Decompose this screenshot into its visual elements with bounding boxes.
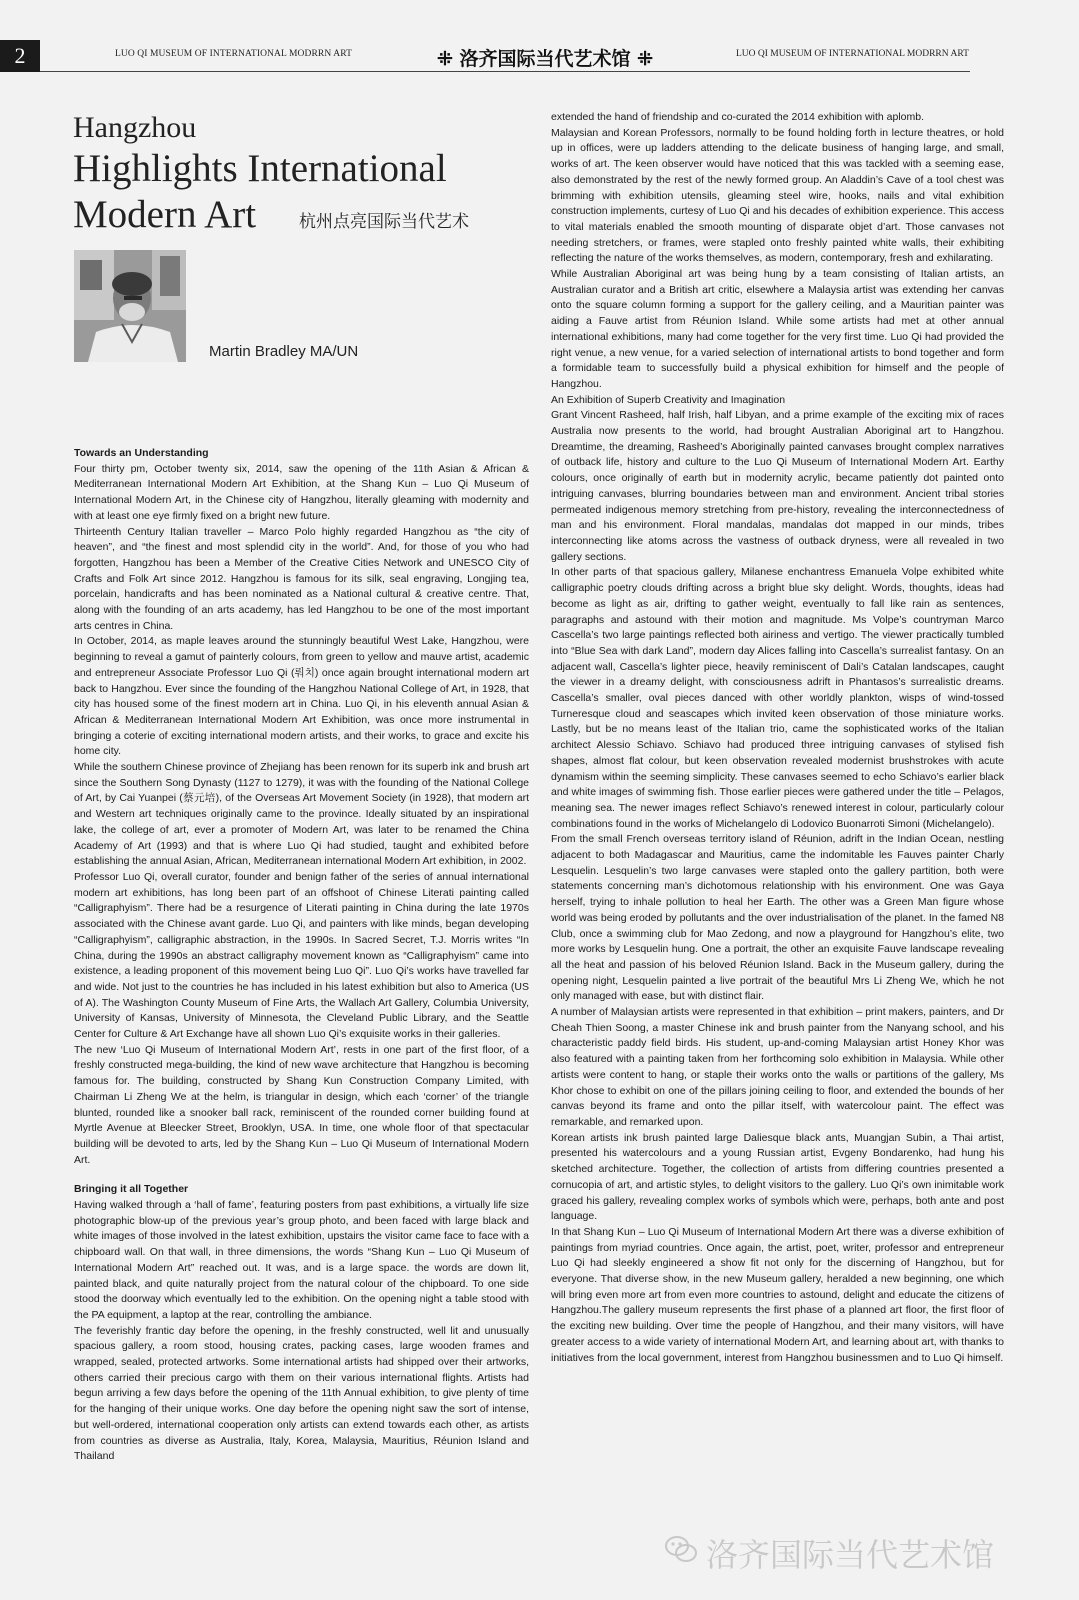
- paragraph: Having walked through a ‘hall of fame’, featuring posters from past exhibitions, a virtually life size photographic blow-up of the previous year’s group photo, and been faced with large black and white images of those involved in the latest exhibition, upstairs the visitor came face to face with a chipboard wall. On that wall, in three dimensions, the words “Shang Kun – Luo Qi Museum of International Modern Art” reached out. It was, and is a large space. the words are down lit, painted black, and quite naturally project from the natural colour of the chipboard. To one side stood the doorway which eventually led to the exhibition. On the opening night a table stood with the PA equipment, a laptop at the rear, controlling the ambiance.: [74, 1199, 529, 1321]
- paragraph: Grant Vincent Rasheed, half Irish, half Libyan, and a prime example of the exciting mix of races Australia now presents to the world, had brought Australian Aboriginal art to Hangzhou. Dreamtime, the dreaming, Rasheed’s Aboriginally painted canvases brought complex narratives of outback life, history and culture to the Luo Qi Museum of International Modern Art. Earthy colours, once originally of earth but in modernity acrylic, became patiently dot painted onto intriguing canvases, blurring boundaries between man and environment. Ancient tribal stories permeated indigenous memory stretching from pre-history, revealing the interconnectedness of man and his environment. Floral mandalas, mandalas dot mapped in our minds, tribes interconnecting like atoms across the vastness of outback dryness, were all revealed in two gallery sections.: [551, 409, 1004, 563]
- header-right-text: LUO QI MUSEUM OF INTERNATIONAL MODRRN ART: [736, 49, 969, 59]
- watermark-text: 洛齐国际当代艺术馆: [706, 1536, 995, 1574]
- article-title-chinese: 杭州点亮国际当代艺术: [299, 212, 469, 232]
- author-portrait-image: [74, 250, 186, 362]
- paragraph: While Australian Aboriginal art was being hung by a team consisting of Italian artists, an Australian curator and a British art critic, elsewhere a Malaysia artist was extending her canvas onto the square column forming a support for the gallery ceiling, and a Mauritian painter was aiding a Fauve artist from Réunion Island. While some artists had met at other annual international exhibitions, many had come together for the very first time. Luo Qi had provided the right venue, a new venue, for a varied selection of international artists to bond together and form a formidable team to successfully build a physical exhibition for himself and the people of Hangzhou.: [551, 268, 1004, 390]
- section-heading: Towards an Understanding: [74, 447, 209, 459]
- paragraph: Malaysian and Korean Professors, normally to be found holding forth in lecture theatres, or hold up in offices, were up ladders attending to the delicate business of hanging large, and small, works of art. The keen observer would have noticed that this was tackled with a seeming ease, also demonstrated by the rest of the newly formed group. An Aladdin’s Cave of a tool chest was brimming with exhibition utensils, gleaming steel wire, hooks, nails and vital exhibition construction implements, curtesy of Luo Qi and his decades of exhibition experience. This access to vital materials enabled the smooth mounting of disparate objet d’art. Those canvases not needing stretchers, or frames, were stapled onto freshly painted white walls, their exhibiting reflecting the nature of the works themselves, as modern, contemporary, fresh and exhilarating.: [551, 126, 1004, 265]
- paragraph: Korean artists ink brush painted large Daliesque black ants, Muangjan Subin, a Thai artist, presented his watercolours and a young Russian artist, Evgeny Bondarenko, had hung his sketched architecture. Together, the collection of artists from differing countries presented a cornucopia of art, and artistic styles, to delight visitors to the gallery. Luo Qi’s own inimitable work graced his gallery, revealing complex works of symbols which were, perhaps, both ante and post language.: [551, 1131, 1004, 1223]
- page-number: 2: [0, 40, 40, 72]
- paragraph: In that Shang Kun – Luo Qi Museum of International Modern Art there was a diverse exhibition of paintings from myriad countries. Once again, the artist, poet, writer, professor and entrepreneur Luo Qi had sleekly engineered a show fit not only for the discerning of Hangzhou, but for everyone. That diverse show, in the new Museum gallery, heralded a new beginning, one which will bring even more art from even more countries to astound, delight and educate the citizens of Hangzhou.The gallery museum represents the first phase of a planned art floor, the first floor of the exciting new building. Over time the people of Hangzhou, and their many visitors, will have greater access to a wide variety of international Modern Art, and learning about art, with thanks to initiatives from the local government, interest from Hangzhou businessmen and to Luo Qi himself.: [551, 1225, 1004, 1364]
- paragraph: While the southern Chinese province of Zhejiang has been renown for its superb ink and brush art since the Southern Song Dynasty (1127 to 1279), it was with the founding of the National College of Art, by Cai Yuanpei (蔡元培), of the Overseas Art Movement Society (in 1928), that modern art and Western art techniques originally came to the province. Ideally situated by an inspirational lake, the college of art, ever a promoter of Modern Art, was later to be renamed the China Academy of Art (1993) and that is where Luo Qi had studied, taught and exhibited before establishing the annual Asian, African, Mediterranean international Modern Art exhibition, in 2002.: [74, 761, 529, 868]
- paragraph: An Exhibition of Superb Creativity and Imagination: [551, 393, 786, 406]
- author-photo: [74, 250, 186, 362]
- article-title: Highlights International Modern Art: [73, 147, 447, 236]
- section-heading: Bringing it all Together: [74, 1183, 189, 1196]
- right-text-column: [551, 110, 1004, 1366]
- paragraph: A number of Malaysian artists were represented in that exhibition – print makers, painters, and Dr Cheah Thien Soong, a master Chinese ink and brush painter from the Nanyang school, and his characteristic paddy field birds. His student, up-and-coming Malaysian artist Honey Khor was also featured with a painting taken from her forthcoming solo exhibition in Malaysia. While other artists were content to hang, or staple their works onto the walls or partitions of the gallery, Ms Khor chose to exhibit on one of the pillars joining ceiling to floor, and extended the bounds of her canvas beyond its frame and onto the pillar itself, with watercolour paint. The effect was remarkable, and remarked upon.: [551, 1006, 1004, 1128]
- paragraph: From the small French overseas territory island of Réunion, adrift in the Indian Ocean, nestling adjacent to both Madagascar and Mauritius, came the indomitable les Fauves painter Charly Lesquelin. Lesquelin’s two large canvases were stapled onto the gallery partition, both were statements concerning man’s dichotomous relationship with his environment. One was Gaya herself, trying to inhale pollution to heal her Earth. The other was a Green Man figure whose world was being eroded by pollutants and the over industrialisation of the planet. In the famed N8 Club, once a swimming club for Mao Zedong, and now a playground for Hangzhou’s elite, two more works by Lesquelin hung. One a portrait, the other an exquisite Fauve landscape revealing all the heat and passion of his beloved Réunion Island. Back in the Museum gallery, during the opening night, Lesquelin painted a live portrait of the beautiful Mrs Li Zheng We, which he not only managed with ease, but with distinct flair.: [551, 833, 1004, 1003]
- section-gap: [74, 1168, 529, 1182]
- left-text-column: [74, 446, 529, 1465]
- paragraph: The new ‘Luo Qi Museum of International Modern Art’, rests in one part of the first floor, of a freshly constructed mega-building, the kind of new wave architecture that Hangzhou is becoming famous for. The building, constructed by Shang Kun Construction Company Limited, with Chairman Li Zheng We at the helm, is triangular in design, which each ‘corner’ of the triangle blunted, rounded like a snooker ball rack, reminiscent of the rounded corner building found at Myrtle Avenue at Bleecker Street, Brooklyn, USA. In time, one whole floor of that spectacular building will be devoted to arts, led by the Shang Kun – Luo Qi Museum of International Modern Art.: [74, 1043, 529, 1166]
- article-kicker: Hangzhou: [73, 111, 197, 144]
- paragraph: In other parts of that spacious gallery, Milanese enchantress Emanuela Volpe exhibited white calligraphic poetry clouds drifting across a bright blue sky delight. Words, thoughts, ideas had become as light as air, drifting to gather weight, eventually to fall like rain as sentences, paragraphs and astound with their motion and magnitude. Ms Volpe’s countryman Marco Cascella’s two large paintings reflected both airiness and vertigo. The viewer practically tumbled into “Blue Sea with dark Land”, modern day Alices falling into Cascella’s surrealist fantasy. On an adjacent wall, Cascella’s lighter piece, heavily reminiscent of Dali’s Catalan landscapes, caught the viewer in a dreamy delight, with consciousness adrift in Phantasos’s surrealistic dreams. Cascella’s smaller, oval pieces danced with other worldly plankton, wisps of wind-tossed Turneresque cloud and seascapes which invited keen observation of those miniature works. Lastly, but be no means least of the Italian trio, came the sophisticated works of the Italian architect Alessio Schiavo. Schiavo had produced three intriguing canvases of stylised fish shapes, almost flat colour, but keen observation revealed modernist brushstrokes with acute dynamism within the seeming simplicity. These canvases seemed to echo Schiavo’s earlier black and white images of swimming fish. Those earlier pieces were gathered under the title – Pelagos, meaning sea. The newer images reflect Schiavo’s renewed interest in colour, particularly colour combinations found in the works of Michelangelo di Lodovico Buonarroti Simoni (Michelangelo).: [551, 566, 1004, 830]
- header-center-title: ⁜ 洛齐国际当代艺术馆 ⁜: [436, 48, 654, 70]
- paragraph: extended the hand of friendship and co-curated the 2014 exhibition with aplomb.: [551, 111, 925, 123]
- paragraph: Four thirty pm, October twenty six, 2014, saw the opening of the 11th Asian & African & Mediterranean International Modern Art Exhibition, at the Shang Kun – Luo Qi Museum of International Modern Art, in the Chinese city of Hangzhou, literally gleaming with modernity and with at least one eye firmly fixed on a bright new future.: [74, 462, 529, 522]
- paragraph: The feverishly frantic day before the opening, in the freshly constructed, well lit and unusually spacious gallery, a room stood, housing crates, packing cases, large wooden frames and wrapped, sealed, protected artworks. Some international artists had shipped over their artworks, others carried their precious cargo with them on their various international flights. Artists had begun arriving a few days before the opening of the 11th Annual exhibition, to give plenty of time for the hanging of their unique works. One day before the opening night saw the sort of intense, but well-ordered, international cooperation only artists can extend towards each other, as artists from countries as diverse as Australia, Italy, Korea, Malaysia, Mauritius, Réunion Island and Thailand: [74, 1324, 529, 1463]
- paragraph: Professor Luo Qi, overall curator, founder and benign father of the series of annual international modern art exhibitions, has long been part of an offshoot of Chinese Literati painting called “Calligraphyism”. There had be a resurgence of Literati painting in China during the late 1970s associated with the Chinese avant garde. Luo Qi, and painters with like minds, began developing “Calligraphyism”, calligraphic abstraction, in the 1990s. In Sacred Secret, T.J. Morris writes “In China, during the 1990s an abstract calligraphy movement known as “Calligraphyism” came into existence, a leading proponent of this movement being Luo Qi”. Luo Qi’s works have travelled far and wide. Not just to the countries he has included in his latest exhibition but also to America (US of A). The Washington County Museum of Fine Arts, the Wallach Art Gallery, Columbia University, University of Kansas, University of Minnesota, the Cleveland Public Library, and the Seattle Center for Culture & Art Exchange have all shown Luo Qi’s exquisite works in their galleries.: [74, 870, 529, 1041]
- wechat-icon: [664, 1534, 698, 1564]
- author-byline: Martin Bradley MA/UN: [209, 343, 359, 360]
- header-rule: [40, 71, 970, 72]
- header-left-text: LUO QI MUSEUM OF INTERNATIONAL MODRRN ART: [115, 49, 352, 59]
- paragraph: In October, 2014, as maple leaves around the stunningly beautiful West Lake, Hangzhou, were beginning to reveal a gamut of painterly colours, from green to yellow and mauve artist, academic and entrepreneur Associate Professor Luo Qi (뤄치) once again brought international modern art back to Hangzhou. Ever since the founding of the Hangzhou National College of Art, in 1928, that city has housed some of the finest modern art in China. Luo Qi, in his eleventh annual Asian & African & Mediterranean International Modern Art Exhibition, was once more instrumental in bringing a coterie of exciting international modern artists, and their works, to grace and excite his home city.: [74, 635, 529, 758]
- paragraph: Thirteenth Century Italian traveller – Marco Polo highly regarded Hangzhou as “the city of heaven”, and “the finest and most splendid city in the world”. And, for those of you who had forgotten, Hangzhou has been a Member of the Creative Cities Network and UNESCO City of Crafts and Folk Art since 2012. Hangzhou is famous for its silk, seal engraving, Longjing tea, porcelain, handicrafts and has been nominated as a National cultural & creative centre. That, along with the founding of an arts academy, has led Hangzhou to be one of the most important arts centres in China.: [74, 525, 529, 632]
